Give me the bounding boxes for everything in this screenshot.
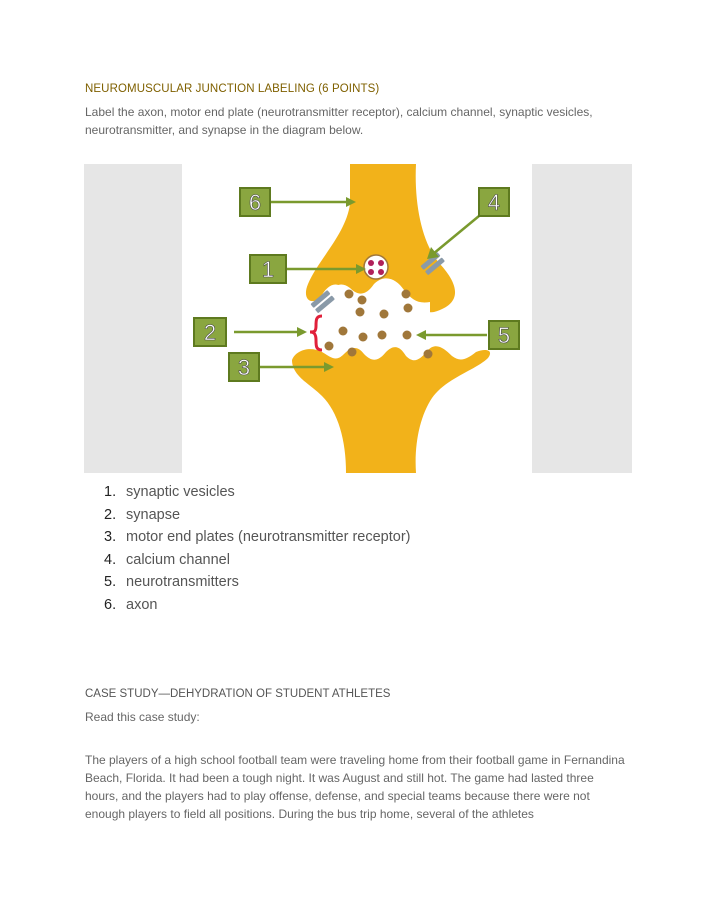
answer-text: synapse: [126, 506, 181, 523]
labeling-instructions: Label the axon, motor end plate (neurotransmitter receptor), calcium channel, synaptic vesicles, neurotransmitter, and synapse in the diagram below.: [85, 105, 593, 137]
label-box-6: [240, 188, 270, 216]
right-gray-panel: [532, 164, 632, 473]
answer-item: [104, 594, 411, 617]
label-number-5: 5: [497, 323, 511, 348]
answer-item: [104, 504, 411, 527]
answer-number: 6.: [104, 596, 117, 613]
label-number-2: 2: [203, 320, 217, 345]
answer-number: 1.: [104, 484, 117, 500]
answer-text: synaptic vesicles: [126, 484, 235, 500]
label-box-5: [489, 321, 519, 349]
answer-item: [104, 526, 411, 549]
neuromuscular-junction-diagram: [84, 164, 632, 473]
answer-number: 2.: [104, 506, 117, 523]
label-number-6: 6: [248, 190, 262, 215]
label-number-1: 1: [261, 257, 275, 282]
answer-number: 5.: [104, 574, 117, 590]
label-number-4: 4: [487, 190, 501, 215]
label-box-1: [250, 255, 286, 283]
label-box-2: [194, 318, 226, 346]
answer-list: [104, 481, 411, 616]
answer-text: axon: [126, 596, 158, 613]
answer-text: calcium channel: [126, 551, 230, 568]
answer-number: 4.: [104, 551, 117, 568]
answer-item: [104, 481, 411, 504]
answer-item: [104, 571, 411, 594]
label-box-4: [479, 188, 509, 216]
answer-item: [104, 549, 411, 572]
section-heading-case-study: CASE STUDY—DEHYDRATION OF STUDENT ATHLETES: [85, 688, 391, 700]
answer-text: motor end plates (neurotransmitter receptor): [126, 529, 411, 545]
left-gray-panel: [84, 164, 182, 473]
answer-number: 3.: [104, 529, 117, 545]
synaptic-vesicle: [364, 255, 388, 279]
section-heading-neuromuscular: NEUROMUSCULAR JUNCTION LABELING (6 POINTS): [85, 83, 380, 95]
case-study-intro: Read this case study:: [85, 710, 200, 724]
label-box-3: [229, 353, 259, 381]
answer-text: neurotransmitters: [126, 574, 239, 590]
label-number-3: 3: [237, 355, 251, 380]
case-study-body: The players of a high school football team were traveling home from their football game in Fernandina Beach, Florida. It had been a tough night. It was August and still hot. The game had lasted three hours, and the players had to play offense, defense, and special teams because there were not enough players to field all positions. During the bus trip home, several of the athletes: [85, 753, 625, 821]
